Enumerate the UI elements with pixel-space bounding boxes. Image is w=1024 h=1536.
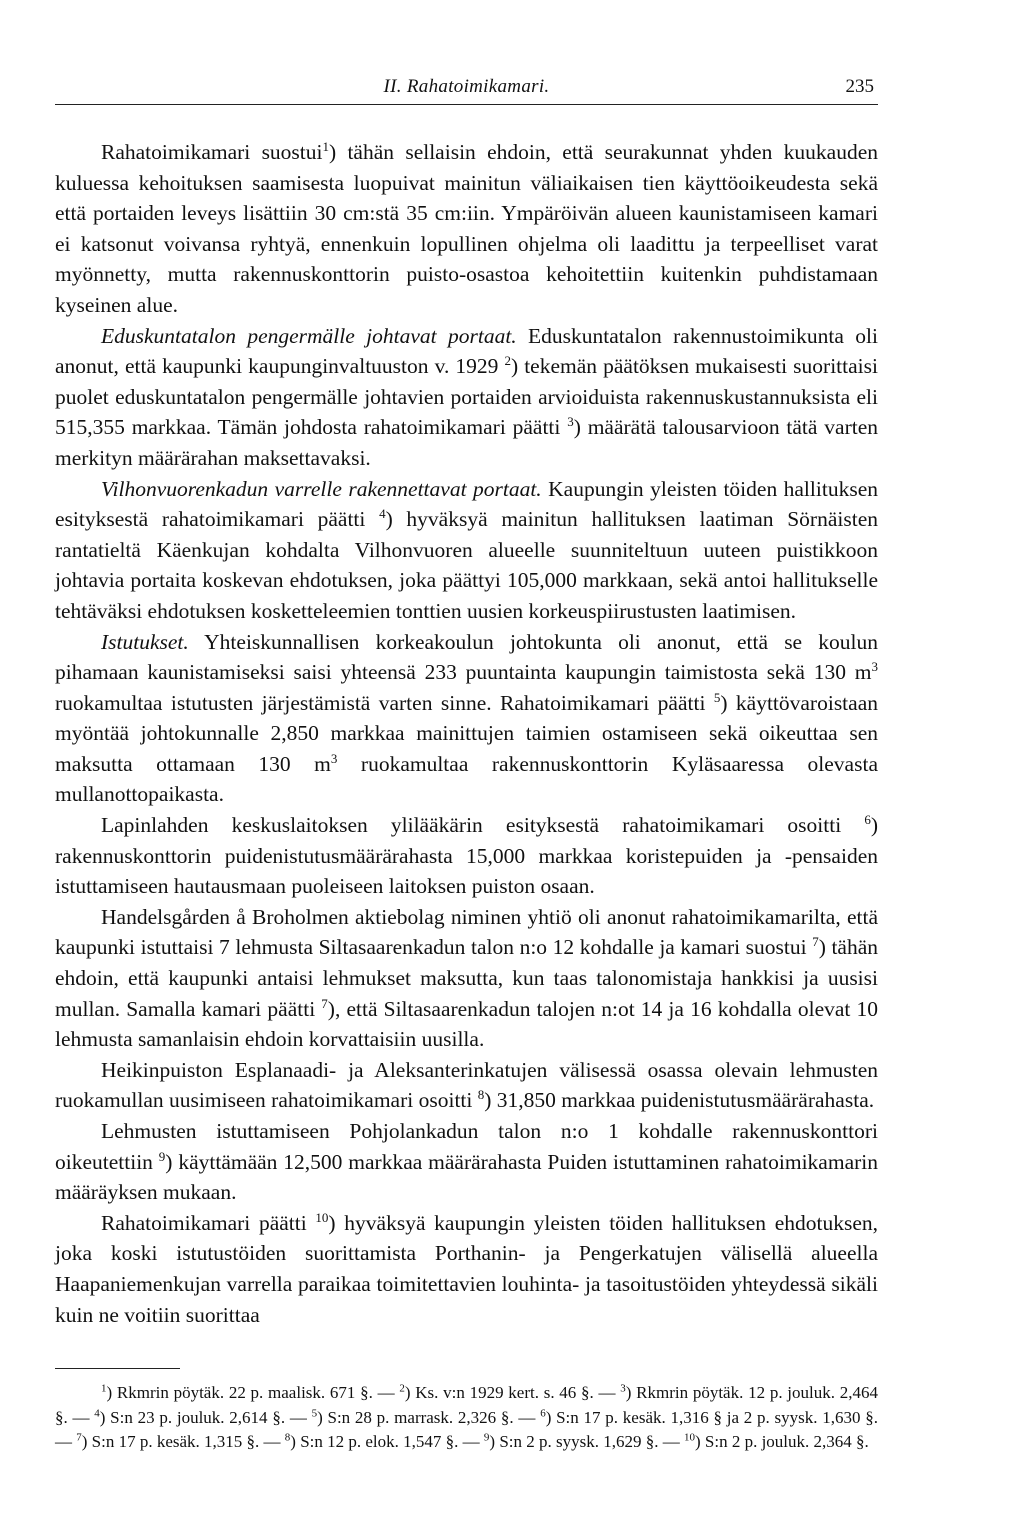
text-run: ) Rkmrin pöytäk. 12 p. jouluk. 2,464 §. — bbox=[55, 1383, 878, 1427]
document-page bbox=[55, 70, 878, 1455]
footnote-reference: 7 bbox=[76, 1431, 82, 1444]
text-run: ) käyttämään 12,500 markkaa määrärahasta Puiden istuttaminen rahatoimikamarin määräyksen mukaan. bbox=[55, 1149, 878, 1205]
text-run: ) S:n 23 p. jouluk. 2,614 §. — bbox=[99, 1407, 312, 1427]
text-run: ruokamultaa rakennuskonttorin Kyläsaaressa olevasta mullanottopaikasta. bbox=[55, 751, 878, 807]
text-run: ) määrätä talousarvioon tätä varten merkityn määrärahan maksettavaksi. bbox=[55, 415, 878, 470]
running-title: II. Rahatoimikamari. bbox=[383, 76, 550, 97]
paragraph bbox=[55, 1208, 878, 1330]
footnote-reference: 5 bbox=[713, 689, 721, 705]
paragraph bbox=[55, 810, 878, 902]
text-run: Handelsgården å Broholmen aktiebolag niminen yhtiö oli anonut rahatoimikamarilta, että kaupunki istuttaisi 7 lehmusta Siltasaarenkadun talon n:o 12 kohdalle ja kamari suostui bbox=[55, 904, 878, 960]
page-number: 235 bbox=[845, 76, 874, 97]
text-run: ) 31,850 markkaa puidenistutusmäärärahasta. bbox=[484, 1088, 875, 1113]
section-heading: Eduskuntatalon pengermälle johtavat portaat. bbox=[101, 323, 517, 348]
footnotes bbox=[55, 1381, 878, 1455]
footnote-reference: 1 bbox=[322, 138, 329, 154]
footnote-reference: 3 bbox=[567, 414, 574, 430]
paragraph bbox=[55, 1116, 878, 1208]
page-header bbox=[55, 70, 878, 105]
footnote-reference: 3 bbox=[620, 1382, 626, 1395]
footnote-reference: 7 bbox=[321, 995, 328, 1011]
paragraph bbox=[55, 137, 878, 321]
text-run: Yhteiskunnallisen korkeakoulun johtokunta oli anonut, että se koulun pihamaan kaunistamiseksi saisi yhteensä 233 puuntainta kaupungin taimistosta sekä 130 m bbox=[55, 629, 878, 685]
body-text bbox=[55, 137, 878, 1330]
text-run: ) tähän sellaisin ehdoin, että seurakunnat yhden kuukauden kuluessa kehoituksen saamisesta luopuivat mainitun väliaikaisen tien käyttöoikeudesta sekä että portaiden leveys lisättiin 30 cm:stä 35 cm:iin. Ympäröivän alueen kaunistamiseen kamari ei katsonut voivansa ryhtyä, ennenkuin lopullinen ohjelma oli laadittu ja terpeelliset varat myönnetty, mutta rakennuskonttorin puisto-osastoa kehoitettiin kuitenkin puhdistamaan kyseinen alue. bbox=[55, 140, 878, 317]
text-run: ) hyväksyä mainitun hallituksen laatiman Sörnäisten rantatieltä Käenkujan kohdalta Vilhonvuoren alueelle suunniteltuun uuteen puistikkoon johtavia portaita koskevan ehdotuksen, joka päättyi 105,000 markkaan, sekä antoi hallitukselle tehtäväksi ehdotuksen kosketteleemien tonttien uusien korkeuspiirustusten laatimisen. bbox=[55, 507, 878, 623]
text-run: Heikinpuiston Esplanaadi- ja Aleksanterinkatujen välisessä osassa olevain lehmusten ruokamullan uusimiseen rahatoimikamari osoitti bbox=[55, 1057, 878, 1113]
footnote-reference: 8 bbox=[477, 1087, 485, 1103]
paragraph bbox=[55, 474, 878, 627]
text-run: Eduskuntatalon rakennustoimikunta oli anonut, että kaupunki kaupunginvaltuuston v. 1929 bbox=[55, 323, 878, 379]
text-run: Rahatoimikamari suostui bbox=[101, 140, 323, 164]
footnote-reference: 10 bbox=[683, 1431, 695, 1444]
paragraph bbox=[55, 321, 878, 474]
text-run: ) S:n 12 p. elok. 1,547 §. — bbox=[290, 1432, 484, 1452]
footnote-divider bbox=[55, 1368, 180, 1369]
paragraph bbox=[55, 1055, 878, 1116]
text-run: ) hyväksyä kaupungin yleisten töiden hallituksen ehdotuksen, joka koski istutustöiden suorittamista Porthanin- ja Pengerkatujen välisellä alueella Haapaniemenkujan varrella paraikaa toimitettavien louhinta- ja tasoitustöiden yhteydessä sikäli kuin ne voitiin suorittaa bbox=[55, 1210, 878, 1327]
section-heading: Vilhonvuorenkadun varrelle rakennettavat portaat. bbox=[101, 476, 542, 501]
text-run: Kaupungin yleisten töiden hallituksen esityksestä rahatoimikamari päätti bbox=[55, 476, 878, 532]
paragraph bbox=[55, 902, 878, 1055]
text-run: ) tähän ehdoin, että kaupunki antaisi lehmukset maksutta, kun taas talonomistaja hankkisi ja uusisi mullan. Samalla kamari päätti bbox=[55, 935, 878, 1021]
text-run: ruokamultaa istutusten järjestämistä varten sinne. Rahatoimikamari päätti bbox=[55, 690, 714, 715]
text-run: ) käyttövaroistaan myöntää johtokunnalle 2,850 markkaa mainittujen taimien ostamiseen sekä oikeuttaa sen maksutta ottamaan 130 m bbox=[55, 690, 878, 776]
footnote-reference: 2 bbox=[399, 1382, 405, 1395]
footnote-reference: 3 bbox=[871, 658, 878, 674]
footnote-reference: 5 bbox=[311, 1407, 318, 1419]
footnote-reference: 3 bbox=[330, 750, 338, 766]
footnote-reference: 10 bbox=[315, 1209, 329, 1225]
text-run: Lapinlahden keskuslaitoksen ylilääkärin esityksestä rahatoimikamari osoitti bbox=[101, 813, 865, 838]
footnote-reference: 9 bbox=[483, 1431, 490, 1444]
footnote-reference: 1 bbox=[101, 1382, 107, 1395]
footnote-reference: 2 bbox=[504, 353, 511, 368]
text-run: ) rakennuskonttorin puidenistutusmäärärahasta 15,000 markkaa koristepuiden ja -pensaiden istuttamiseen hautausmaan puoleiseen laitoksen puiston osaan. bbox=[55, 813, 878, 899]
footnote-reference: 6 bbox=[864, 811, 871, 827]
text-run: ) S:n 2 p. syysk. 1,629 §. — bbox=[489, 1432, 684, 1452]
section-heading: Istutukset. bbox=[101, 629, 189, 654]
footnote-reference: 7 bbox=[812, 934, 819, 950]
text-run: ) S:n 17 p. kesäk. 1,316 § ja 2 p. syysk. 1,630 §. — bbox=[55, 1407, 879, 1452]
footnote-reference: 6 bbox=[540, 1407, 546, 1419]
text-run: ) S:n 2 p. jouluk. 2,364 §. bbox=[694, 1432, 869, 1452]
footnote-reference: 9 bbox=[158, 1148, 166, 1164]
text-run: Lehmusten istuttamiseen Pohjolankadun talon n:o 1 kohdalle rakennuskonttori oikeutettiin bbox=[55, 1119, 878, 1174]
text-run: ) Ks. v:n 1929 kert. s. 46 §. — bbox=[404, 1383, 621, 1403]
footnote-reference: 4 bbox=[94, 1407, 100, 1419]
text-run: ) S:n 17 p. kesäk. 1,315 §. — bbox=[81, 1432, 285, 1452]
text-run: ) Rkmrin pöytäk. 22 p. maalisk. 671 §. — bbox=[106, 1383, 400, 1403]
footnote-reference: 8 bbox=[284, 1431, 291, 1444]
text-run: ) S:n 28 p. marrask. 2,326 §. — bbox=[317, 1407, 541, 1427]
text-run: Rahatoimikamari päätti bbox=[101, 1210, 316, 1235]
paragraph bbox=[55, 627, 878, 811]
footnote-reference: 4 bbox=[379, 505, 386, 521]
text-run: ), että Siltasaarenkadun talojen n:ot 14 ja 16 kohdalla olevat 10 lehmusta samanlaisin ehdoin korvattaisiin uusilla. bbox=[55, 996, 879, 1052]
text-run: ) tekemän päätöksen mukaisesti suorittaisi puolet eduskuntatalon pengermälle johtavien portaiden arvioiduista rakennuskustannuksista eli 515,355 markkaa. Tämän johdosta rahatoimikamari päätti bbox=[55, 354, 878, 440]
